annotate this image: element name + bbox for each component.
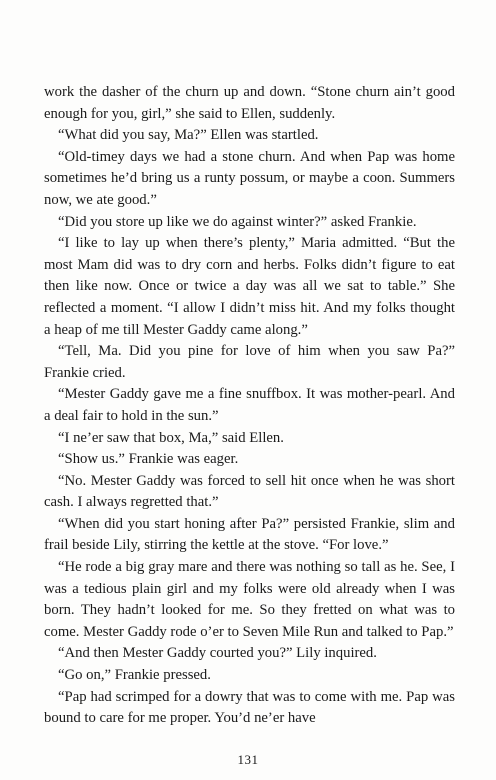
paragraph: “Tell, Ma. Did you pine for love of him when you saw Pa?” Frankie cried.	[44, 343, 455, 381]
paragraph: “Mester Gaddy gave me a fine snuffbox. It was mother-pearl. And a deal fair to hold in the sun.”	[44, 386, 455, 424]
paragraph: “And then Mester Gaddy courted you?” Lily inquired.	[58, 645, 377, 662]
paragraph: “Show us.” Frankie was eager.	[58, 451, 239, 468]
page-number: 131	[237, 752, 259, 767]
paragraph: “Did you store up like we do against winter?” asked Frankie.	[58, 213, 417, 230]
paragraph: “I ne’er saw that box, Ma,” said Ellen.	[58, 429, 284, 446]
paragraph: “Go on,” Frankie pressed.	[58, 667, 211, 684]
paragraph: “When did you start honing after Pa?” persisted Frankie, slim and frail beside Lily, stirring the kettle at the stove. “For love.”	[44, 515, 455, 554]
paragraph: work the dasher of the churn up and down. “Stone churn ain’t good enough for you, girl,” she said to Ellen, suddenly.	[44, 84, 455, 122]
body-text	[44, 82, 455, 730]
paragraph: “Old-timey days we had a stone churn. And when Pap was home sometimes he’d bring us a runty possum, or maybe a coon. Summers now, we ate good.”	[44, 148, 455, 208]
paragraph: “What did you say, Ma?” Ellen was startled.	[58, 127, 319, 144]
paragraph: “No. Mester Gaddy was forced to sell hit once when he was short cash. I always regretted that.”	[44, 472, 455, 511]
paragraph: “He rode a big gray mare and there was nothing so tall as he. See, I was a tedious plain girl and my folks were old already when I was born. They hadn’t looked for me. So they fretted on what was to come. Mester Gaddy rode o’er to Seven Mile Run and talked to Pap.”	[44, 559, 455, 640]
paragraph: “Pap had scrimped for a dowry that was to come with me. Pap was bound to care for me proper. You’d ne’er have	[44, 688, 455, 727]
paragraph: “I like to lay up when there’s plenty,” Maria admitted. “But the most Mam did was to dry corn and herbs. Folks didn’t figure to eat then like now. Once or twice a day was all we sat to table.” She reflected a moment. “I allow I didn’t miss hit. And my folks thought a heap of me till Mester Gaddy came along.”	[44, 235, 455, 338]
